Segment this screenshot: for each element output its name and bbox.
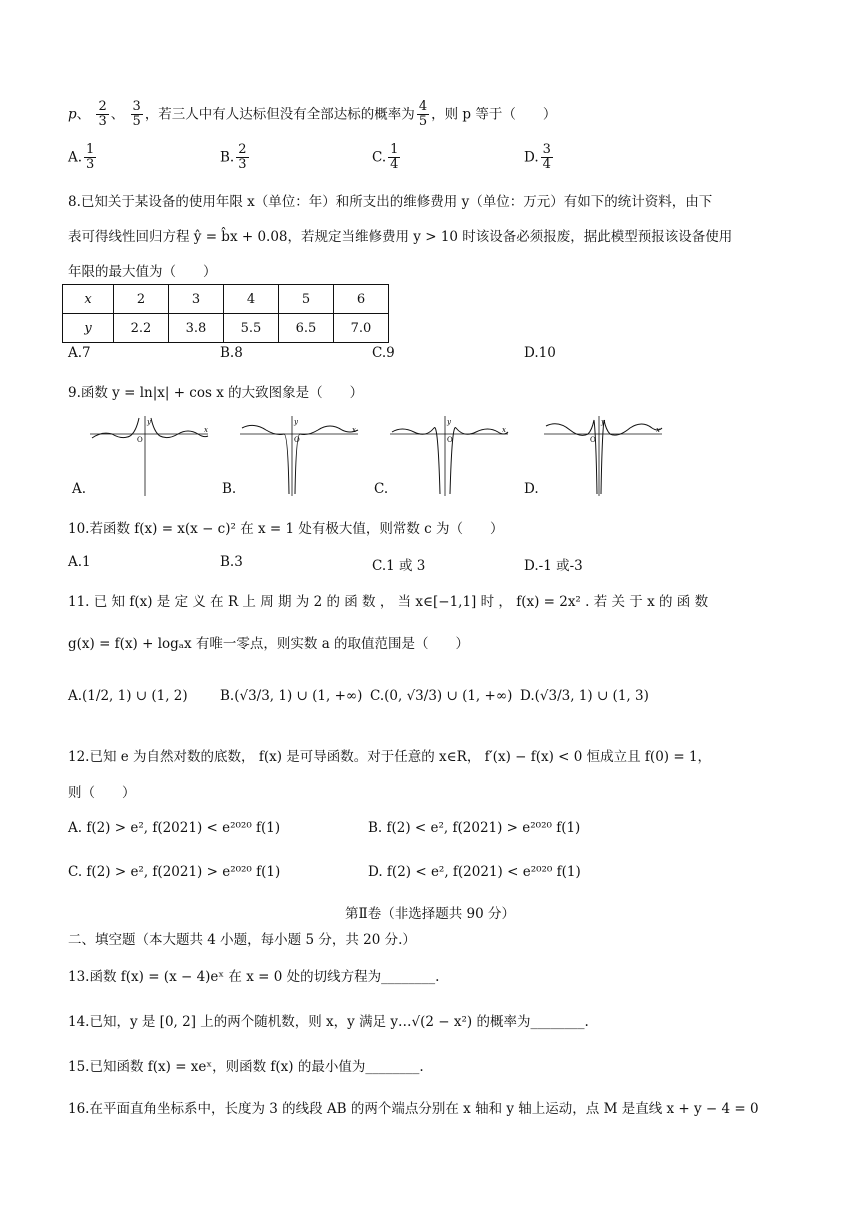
option-label: C. [372, 149, 387, 166]
q7-frac-2 [131, 100, 143, 130]
q11-line-2: g(x) = f(x) + logₐx 有唯一零点，则实数 a 的取值范围是（ ） [68, 636, 470, 652]
q12-line-1: 12.已知 e 为自然对数的底数， f(x) 是可导函数。对于任意的 x∈R， f′(x) − f(x) < 0 恒成立且 f(0) = 1， [68, 749, 712, 765]
q7-option-b[interactable] [220, 143, 372, 173]
q7-frac-3 [417, 100, 429, 130]
q11-options [68, 688, 808, 704]
q7-var: p [68, 106, 77, 123]
q8-options [68, 345, 808, 361]
q7-text-end: ，则 p 等于（ ） [431, 106, 557, 123]
q7-options [68, 143, 808, 173]
curve-right [601, 420, 662, 494]
q8-line-3: 年限的最大值为（ ） [68, 264, 217, 280]
q8-line-1: 8.已知关于某设备的使用年限 x（单位：年）和所支出的维修费用 y（单位：万元）有如下的统计资料，由下 [68, 194, 713, 210]
frac-num: 1 [390, 142, 399, 157]
frac-num: 2 [98, 99, 107, 114]
q7-option-d[interactable] [524, 143, 676, 173]
q9-graph-a[interactable] [90, 416, 210, 496]
curve-right [450, 428, 508, 494]
y-label: y [84, 320, 92, 336]
axis-y-label: y [294, 418, 298, 426]
q9-label-d[interactable]: D. [524, 481, 539, 497]
q11-option-c[interactable]: C.(0, √3/3) ∪ (1, +∞) [370, 688, 513, 704]
curve-right [151, 418, 208, 438]
table-header [63, 285, 114, 314]
curve-left [242, 425, 289, 494]
frac-num: 3 [132, 99, 141, 114]
table-cell: 6.5 [279, 314, 334, 343]
q7-sep: 、 [76, 106, 91, 123]
q8-option-a[interactable]: A.7 [68, 345, 91, 361]
x-label: x [84, 291, 92, 307]
axis-y-label: y [601, 418, 605, 426]
q12-line-2: 则（ ） [68, 785, 136, 801]
q9-stem: 9.函数 y = ln|x| + cos x 的大致图象是（ ） [68, 385, 364, 401]
table-cell: 3 [169, 285, 224, 314]
option-frac [541, 143, 553, 173]
q9-label-b[interactable]: B. [222, 481, 237, 497]
origin-label: O [590, 436, 596, 444]
q8-line-2: 表可得线性回归方程 ŷ = b̂x + 0.08，若规定当维修费用 y > 10 时该设备必须报废，据此模型预报该设备使用 [68, 229, 733, 245]
curve-left [92, 418, 139, 438]
q12-option-a[interactable]: A. f(2) > e², f(2021) < e²⁰²⁰ f(1) [68, 820, 281, 836]
q12-options-row-2 [68, 864, 808, 880]
table-cell: 5.5 [224, 314, 279, 343]
q12-option-b[interactable]: B. f(2) < e², f(2021) > e²⁰²⁰ f(1) [368, 820, 581, 836]
q8-option-c[interactable]: C.9 [372, 345, 395, 361]
q7-stem [68, 100, 798, 130]
table-row [63, 314, 389, 343]
curve-right [295, 426, 358, 494]
curve-left [546, 420, 597, 494]
option-frac [236, 143, 248, 173]
origin-label: O [294, 436, 300, 444]
q10-option-c[interactable]: C.1 或 3 [372, 558, 426, 574]
q7-frac-1 [96, 100, 108, 130]
option-label: D. [524, 149, 539, 166]
axis-x-label: x [352, 426, 356, 434]
q8-option-b[interactable]: B.8 [220, 345, 243, 361]
table-cell: 3.8 [169, 314, 224, 343]
axis-x-label: x [502, 426, 506, 434]
q10-option-d[interactable]: D.-1 或-3 [524, 558, 583, 574]
q12-option-d[interactable]: D. f(2) < e², f(2021) < e²⁰²⁰ f(1) [368, 864, 581, 880]
q14-stem: 14.已知，y 是 [0, 2] 上的两个随机数，则 x，y 满足 y…√(2 − x²) 的概率为________. [68, 1014, 589, 1030]
table-cell: 5 [279, 285, 334, 314]
option-label: A. [68, 149, 83, 166]
table-cell: 6 [334, 285, 389, 314]
axis-y-label: y [447, 418, 451, 426]
axis-x-label: x [656, 426, 660, 434]
curve-left [392, 428, 440, 494]
frac-den: 4 [542, 157, 551, 173]
origin-label: O [137, 436, 143, 444]
frac-den: 5 [418, 114, 428, 130]
q7-text-mid: ，若三人中有人达标但没有全部达标的概率为 [144, 106, 415, 123]
q12-options-row-1 [68, 820, 808, 836]
frac-num: 4 [418, 99, 428, 114]
option-label: B. [220, 149, 235, 166]
q9-graph-b[interactable] [240, 416, 360, 496]
q11-line-1: 11. 已 知 f(x) 是 定 义 在 R 上 周 期 为 2 的 函 数 ， 当 x∈[−1,1] 时 ， f(x) = 2x² . 若 关 于 x 的 函 数 [68, 594, 709, 610]
q8-option-d[interactable]: D.10 [524, 345, 556, 361]
q10-options [68, 554, 808, 574]
q16-stem: 16.在平面直角坐标系中，长度为 3 的线段 AB 的两个端点分别在 x 轴和 y 轴上运动，点 M 是直线 x + y − 4 = 0 [68, 1101, 759, 1117]
frac-den: 3 [238, 157, 247, 173]
q13-stem: 13.函数 f(x) = (x − 4)eˣ 在 x = 0 处的切线方程为________. [68, 969, 440, 985]
q11-option-d[interactable]: D.(√3/3, 1) ∪ (1, 3) [520, 688, 649, 704]
option-frac [84, 143, 96, 173]
option-frac [388, 143, 400, 173]
table-row [63, 285, 389, 314]
table-cell: 4 [224, 285, 279, 314]
q11-option-a[interactable]: A.(1/2, 1) ∪ (1, 2) [68, 688, 188, 704]
q15-stem: 15.已知函数 f(x) = xeˣ，则函数 f(x) 的最小值为________. [68, 1059, 424, 1075]
frac-den: 4 [390, 157, 399, 173]
q7-option-a[interactable] [68, 143, 220, 173]
table-header [63, 314, 114, 343]
q11-option-b[interactable]: B.(√3/3, 1) ∪ (1, +∞) [220, 688, 363, 704]
q9-label-a[interactable]: A. [72, 481, 87, 497]
frac-num: 3 [542, 142, 551, 157]
table-cell: 2.2 [114, 314, 169, 343]
q7-sep: 、 [110, 106, 125, 123]
frac-den: 3 [98, 114, 107, 130]
q10-stem: 10.若函数 f(x) = x(x − c)² 在 x = 1 处有极大值，则常数 c 为（ ） [68, 521, 504, 537]
axis-y-label: y [147, 418, 151, 426]
frac-den: 3 [86, 157, 95, 173]
q9-graph-c[interactable] [390, 416, 510, 496]
frac-num: 1 [86, 142, 95, 157]
q10-option-a[interactable]: A.1 [68, 554, 91, 570]
table-cell: 7.0 [334, 314, 389, 343]
q10-option-b[interactable]: B.3 [220, 554, 243, 570]
frac-den: 5 [132, 114, 141, 130]
q7-option-c[interactable] [372, 143, 524, 173]
axis-x-label: x [204, 426, 208, 434]
section-title: 第Ⅱ卷（非选择题共 90 分） [345, 906, 515, 922]
frac-num: 2 [238, 142, 247, 157]
q8-data-table [62, 284, 389, 343]
origin-label: O [447, 436, 453, 444]
q12-option-c[interactable]: C. f(2) > e², f(2021) > e²⁰²⁰ f(1) [68, 864, 281, 880]
section-heading: 二、填空题（本大题共 4 小题，每小题 5 分，共 20 分.） [68, 932, 416, 948]
q9-graph-d[interactable] [544, 416, 664, 496]
table-cell: 2 [114, 285, 169, 314]
q9-label-c[interactable]: C. [374, 481, 389, 497]
